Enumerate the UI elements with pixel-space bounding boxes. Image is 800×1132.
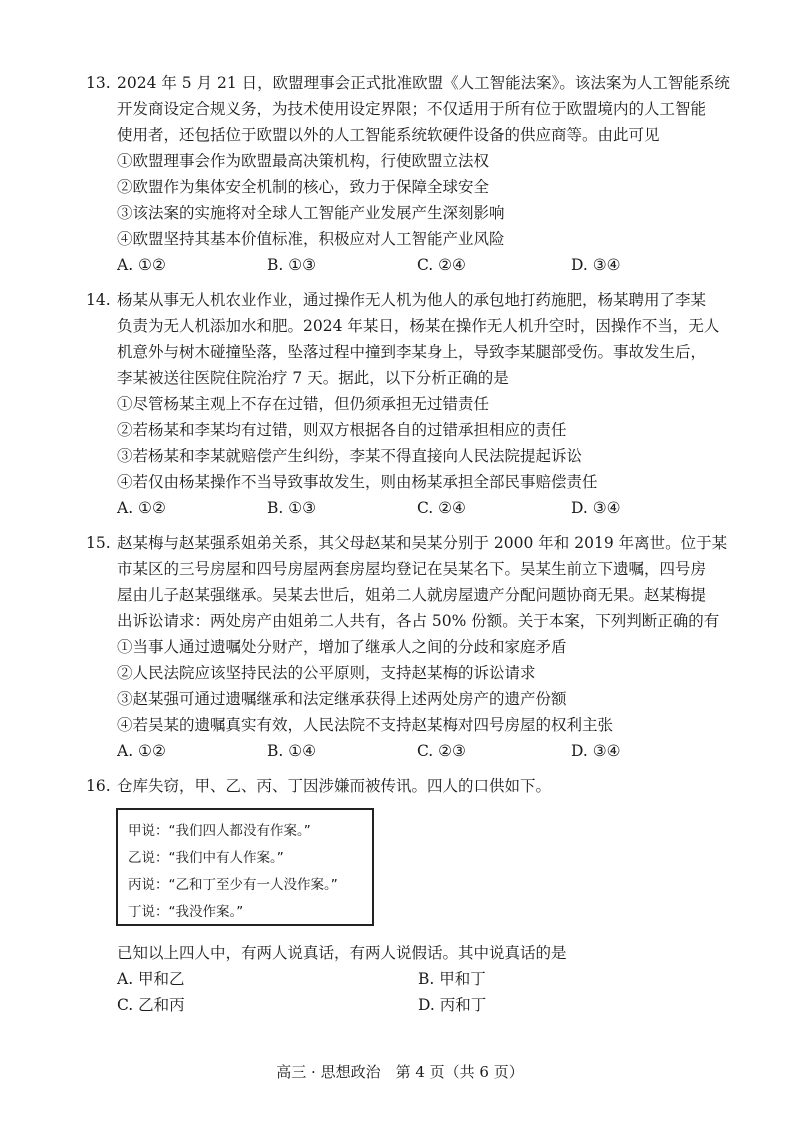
option-d[interactable]: D. ③④	[571, 499, 621, 517]
question-13	[86, 70, 736, 278]
answer-options	[86, 992, 736, 1018]
question-text: 杨某从事无人机农业作业，通过操作无人机为他人的承包地打药施肥，杨某聘用了李某	[117, 291, 707, 309]
question-text: 使用者，还包括位于欧盟以外的人工智能系统软硬件设备的供应商等。由此可见	[117, 126, 660, 144]
question-text: 赵某梅与赵某强系姐弟关系，其父母赵某和吴某分别于 2000 年和 2019 年离世。位于某	[117, 534, 728, 552]
question-text: 已知以上四人中，有两人说真话，有两人说假话。其中说真话的是	[117, 944, 567, 962]
answer-options	[86, 738, 736, 764]
testimony-yi: 乙说：“我们中有人作案。”	[128, 850, 284, 866]
page-footer: 高三 · 思想政治 第 4 页（共 6 页）	[276, 1063, 524, 1081]
option-b[interactable]: B. 甲和丁	[418, 970, 486, 988]
question-text: 出诉讼请求：两处房产由姐弟二人共有，各占 50% 份额。关于本案，下列判断正确的有	[117, 612, 720, 630]
question-text: 2024 年 5 月 21 日，欧盟理事会正式批准欧盟《人工智能法案》。该法案为人工智能系统	[117, 74, 730, 92]
option-c[interactable]: C. ②④	[417, 499, 466, 517]
option-b[interactable]: B. ①③	[267, 256, 317, 274]
statement-1: ①尽管杨某主观上不存在过错，但仍须承担无过错责任	[117, 395, 490, 413]
option-c[interactable]: C. ②③	[417, 742, 466, 760]
statement-4: ④欧盟坚持其基本价值标准，积极应对人工智能产业风险	[117, 230, 505, 248]
question-number: 13.	[86, 74, 111, 92]
statement-4: ④若吴某的遗嘱真实有效，人民法院不支持赵某梅对四号房屋的权利主张	[117, 716, 614, 734]
option-b[interactable]: B. ①④	[267, 742, 317, 760]
option-a[interactable]: A. ①②	[117, 742, 166, 760]
option-d[interactable]: D. 丙和丁	[418, 996, 487, 1014]
statement-4: ④若仅由杨某操作不当导致事故发生，则由杨某承担全部民事赔偿责任	[117, 473, 598, 491]
testimony-jia: 甲说：“我们四人都没有作案。”	[128, 823, 311, 839]
question-text: 负责为无人机添加水和肥。2024 年某日，杨某在操作无人机升空时，因操作不当，无人	[117, 317, 720, 335]
statement-1: ①当事人通过遗嘱处分财产，增加了继承人之间的分歧和家庭矛盾	[117, 638, 567, 656]
question-number: 14.	[86, 291, 111, 309]
statement-2: ②欧盟作为集体安全机制的核心，致力于保障全球安全	[117, 178, 490, 196]
option-c[interactable]: C. ②④	[417, 256, 466, 274]
option-a[interactable]: A. 甲和乙	[117, 970, 185, 988]
statement-2: ②人民法院应该坚持民法的公平原则，支持赵某梅的诉讼请求	[117, 664, 536, 682]
option-c[interactable]: C. 乙和丙	[117, 996, 185, 1014]
answer-options	[86, 966, 736, 992]
question-text: 开发商设定合规义务，为技术使用设定界限；不仅适用于所有位于欧盟境内的人工智能	[117, 100, 707, 118]
statement-2: ②若杨某和李某均有过错，则双方根据各自的过错承担相应的责任	[117, 421, 567, 439]
question-number: 15.	[86, 534, 111, 552]
question-text: 李某被送往医院住院治疗 7 天。据此，以下分析正确的是	[117, 369, 509, 387]
answer-options	[86, 252, 736, 278]
statement-3: ③赵某强可通过遗嘱继承和法定继承获得上述两处房产的遗产份额	[117, 690, 567, 708]
testimony-ding: 丁说：“我没作案。”	[128, 904, 244, 920]
statement-1: ①欧盟理事会作为欧盟最高决策机构，行使欧盟立法权	[117, 152, 490, 170]
option-d[interactable]: D. ③④	[571, 742, 621, 760]
question-15	[86, 530, 736, 764]
testimony-box	[116, 808, 374, 926]
question-16	[86, 773, 736, 799]
option-b[interactable]: B. ①③	[267, 499, 317, 517]
statement-3: ③该法案的实施将对全球人工智能产业发展产生深刻影响	[117, 204, 505, 222]
question-text: 仓库失窃，甲、乙、丙、丁因涉嫌而被传讯。四人的口供如下。	[117, 777, 552, 795]
testimony-bing: 丙说：“乙和丁至少有一人没作案。”	[128, 877, 338, 893]
question-text: 市某区的三号房屋和四号房屋两套房屋均登记在吴某名下。吴某生前立下遗嘱，四号房	[117, 560, 707, 578]
statement-3: ③若杨某和李某就赔偿产生纠纷，李某不得直接向人民法院提起诉讼	[117, 447, 583, 465]
question-14	[86, 287, 736, 521]
option-a[interactable]: A. ①②	[117, 256, 166, 274]
question-text: 屋由儿子赵某强继承。吴某去世后，姐弟二人就房屋遗产分配问题协商无果。赵某梅提	[117, 586, 707, 604]
question-16-prompt	[86, 940, 736, 1018]
option-a[interactable]: A. ①②	[117, 499, 166, 517]
option-d[interactable]: D. ③④	[571, 256, 621, 274]
question-number: 16.	[86, 777, 111, 795]
answer-options	[86, 495, 736, 521]
question-text: 机意外与树木碰撞坠落，坠落过程中撞到李某身上，导致李某腿部受伤。事故发生后，	[117, 343, 707, 361]
